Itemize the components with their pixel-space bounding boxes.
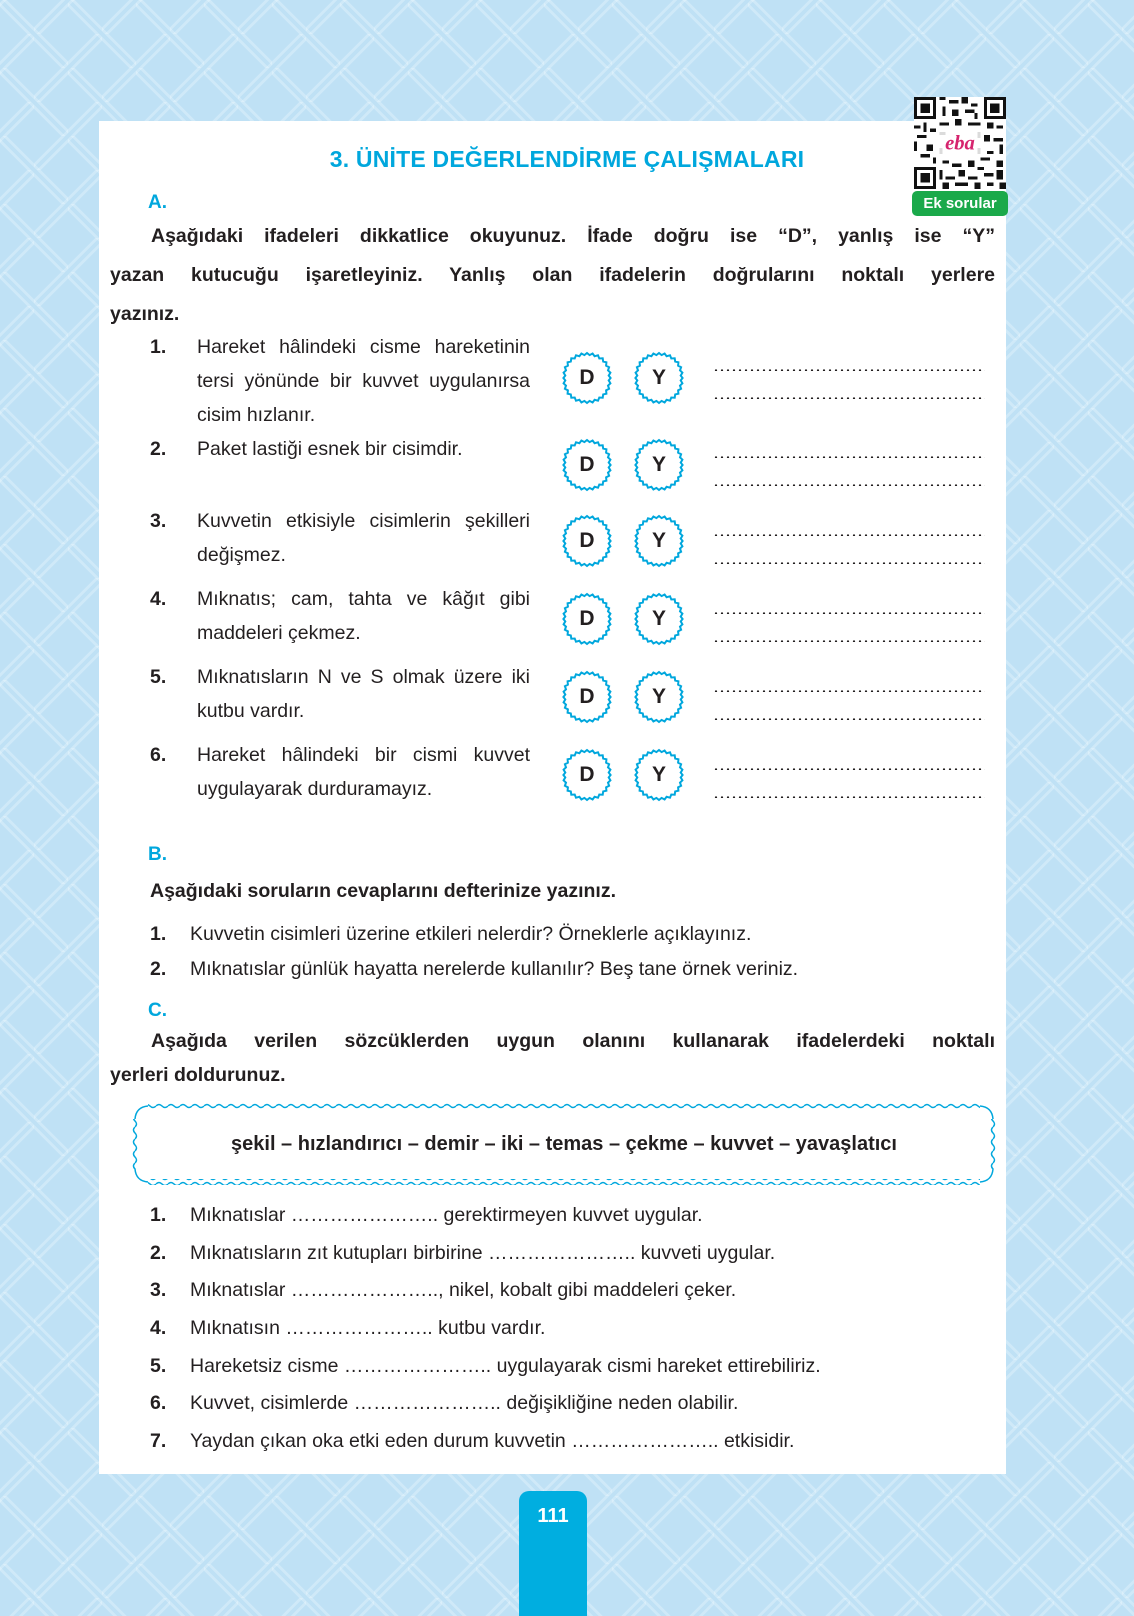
question-number: 1. (150, 1204, 167, 1226)
section-c-letter: C. (148, 1000, 167, 1021)
tf-question-1 (150, 330, 530, 432)
option-label: D (579, 529, 595, 552)
option-label: Y (651, 453, 666, 476)
question-text: Hareket hâlindeki cisme hareketinin tersi yönünde bir kuvvet uygulanırsa cisim hızlanır. (197, 336, 530, 426)
question-number: 1. (150, 923, 167, 945)
answer-line-1a[interactable] (713, 369, 985, 371)
question-text[interactable]: Mıknatısların zıt kutupları birbirine ………………….. kuvveti uygular. (190, 1242, 776, 1264)
option-label: D (579, 453, 595, 476)
question-number: 5. (150, 1355, 167, 1377)
true-option-5[interactable] (558, 668, 616, 726)
tf-question-4 (150, 582, 530, 650)
true-option-4[interactable] (558, 590, 616, 648)
question-text: Paket lastiği esnek bir cisimdir. (197, 438, 463, 460)
true-option-2[interactable] (558, 436, 616, 494)
instruction-line: yerleri doldurunuz. (110, 1064, 286, 1086)
question-text[interactable]: Hareketsiz cisme ………………….. uygulayarak cismi hareket ettirebiliriz. (190, 1355, 821, 1377)
word-bank-box (132, 1103, 996, 1185)
instruction-line: yazan kutucuğu işaretleyiniz. Yanlış olan ifadelerin doğrularını noktalı yerlere (110, 264, 995, 286)
fill-blank-1 (150, 1204, 703, 1227)
question-number: 4. (150, 1317, 167, 1339)
false-option-3[interactable] (630, 512, 688, 570)
fill-blank-4 (150, 1317, 545, 1340)
true-option-3[interactable] (558, 512, 616, 570)
tf-question-2 (150, 432, 530, 466)
option-label: D (579, 685, 595, 708)
false-option-2[interactable] (630, 436, 688, 494)
question-text[interactable]: Mıknatıslar ………………….. gerektirmeyen kuvvet uygular. (190, 1204, 703, 1226)
option-label: Y (651, 685, 666, 708)
answer-line-2a[interactable] (713, 456, 985, 458)
instruction-line: Aşağıda verilen sözcüklerden uygun olanını kullanarak ifadelerdeki noktalı (151, 1030, 995, 1052)
question-text[interactable]: Yaydan çıkan oka etki eden durum kuvvetin ………………….. etkisidir. (190, 1430, 795, 1452)
false-option-1[interactable] (630, 349, 688, 407)
extra-questions-badge[interactable]: Ek sorular (912, 191, 1008, 216)
word-bank-text: şekil – hızlandırıcı – demir – iki – temas – çekme – kuvvet – yavaşlatıcı (231, 1133, 897, 1155)
option-label: Y (651, 763, 666, 786)
answer-line-4a[interactable] (713, 612, 985, 614)
open-question-1 (150, 923, 751, 946)
answer-line-5b[interactable] (713, 718, 985, 720)
tf-question-3 (150, 504, 530, 572)
question-number: 1. (150, 336, 167, 358)
question-text[interactable]: Mıknatısın ………………….. kutbu vardır. (190, 1317, 546, 1339)
question-text: Mıknatıs; cam, tahta ve kâğıt gibi maddeleri çekmez. (197, 588, 530, 644)
true-option-1[interactable] (558, 349, 616, 407)
question-number: 2. (150, 958, 167, 980)
question-text: Kuvvetin etkisiyle cisimlerin şekilleri değişmez. (197, 510, 530, 566)
question-number: 3. (150, 510, 167, 532)
fill-blank-7 (150, 1430, 794, 1453)
question-number: 6. (150, 1392, 167, 1414)
fill-blank-6 (150, 1392, 738, 1415)
question-text: Hareket hâlindeki bir cismi kuvvet uygulayarak durduramayız. (197, 744, 530, 800)
page-title: 3. ÜNİTE DEĞERLENDİRME ÇALIŞMALARI (329, 146, 805, 172)
false-option-4[interactable] (630, 590, 688, 648)
answer-line-3b[interactable] (713, 562, 985, 564)
question-number: 4. (150, 588, 167, 610)
option-label: Y (651, 366, 666, 389)
qr-code-icon (914, 97, 1006, 189)
false-option-5[interactable] (630, 668, 688, 726)
instruction-line: yazınız. (110, 303, 180, 325)
answer-line-5a[interactable] (713, 690, 985, 692)
answer-line-6b[interactable] (713, 796, 985, 798)
option-label: Y (651, 607, 666, 630)
fill-blank-5 (150, 1355, 821, 1378)
question-number: 7. (150, 1430, 167, 1452)
question-number: 6. (150, 744, 167, 766)
page-number-tab (519, 1491, 587, 1616)
answer-line-2b[interactable] (713, 484, 985, 486)
question-number: 5. (150, 666, 167, 688)
question-number: 2. (150, 1242, 167, 1264)
question-number: 2. (150, 438, 167, 460)
question-text[interactable]: Kuvvet, cisimlerde ………………….. değişikliğine neden olabilir. (190, 1392, 739, 1414)
option-label: D (579, 366, 595, 389)
instruction-line: Aşağıdaki ifadeleri dikkatlice okuyunuz. İfade doğru ise “D”, yanlış ise “Y” (151, 225, 995, 247)
section-a-letter: A. (148, 192, 167, 213)
answer-line-6a[interactable] (713, 768, 985, 770)
fill-blank-3 (150, 1279, 736, 1302)
fill-blank-2 (150, 1242, 775, 1265)
true-option-6[interactable] (558, 746, 616, 804)
question-text: Kuvvetin cisimleri üzerine etkileri nelerdir? Örneklerle açıklayınız. (190, 923, 752, 945)
question-text: Mıknatıslar günlük hayatta nerelerde kullanılır? Beş tane örnek veriniz. (190, 958, 799, 980)
svg-text:eba: eba (945, 132, 975, 155)
answer-line-1b[interactable] (713, 397, 985, 399)
section-b-instruction: Aşağıdaki soruların cevaplarını defterinize yazınız. (150, 880, 616, 902)
option-label: Y (651, 529, 666, 552)
option-label: D (579, 607, 595, 630)
page-number: 111 (537, 1505, 569, 1527)
question-number: 3. (150, 1279, 167, 1301)
question-text: Mıknatısların N ve S olmak üzere iki kutbu vardır. (197, 666, 530, 722)
open-question-2 (150, 958, 798, 981)
section-b-letter: B. (148, 844, 167, 865)
tf-question-6 (150, 738, 530, 806)
option-label: D (579, 763, 595, 786)
tf-question-5 (150, 660, 530, 728)
false-option-6[interactable] (630, 746, 688, 804)
question-text[interactable]: Mıknatıslar ………………….., nikel, kobalt gibi maddeleri çeker. (190, 1279, 737, 1301)
qr-code[interactable] (914, 97, 1006, 189)
section-a-instruction (110, 217, 995, 334)
answer-line-4b[interactable] (713, 640, 985, 642)
answer-line-3a[interactable] (713, 534, 985, 536)
section-c-instruction (110, 1024, 995, 1092)
